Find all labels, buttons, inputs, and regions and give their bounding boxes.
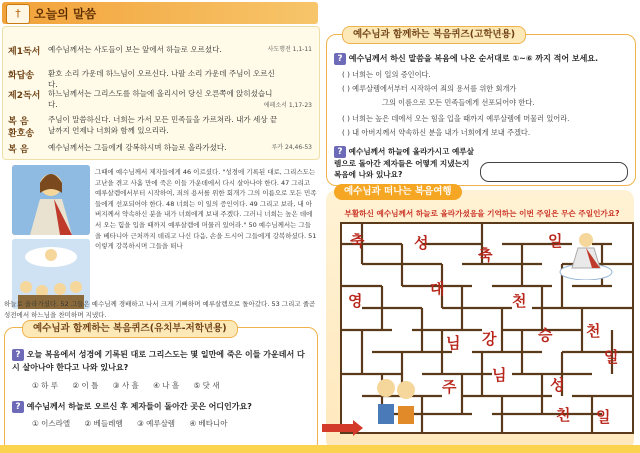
maze-question: 부활하신 예수님께서 하늘로 올라가셨음을 기억하는 이번 주일은 무슨 주일인가요?	[344, 209, 620, 218]
maze-char: 일	[596, 408, 611, 426]
question-icon: ?	[12, 349, 24, 361]
option[interactable]: ① 이스라엘	[32, 419, 71, 428]
children-illustration	[372, 374, 418, 424]
arrow-right-icon	[353, 420, 363, 436]
maze-char: 님	[492, 366, 507, 384]
maze-char: 천	[512, 292, 527, 310]
maze-char: 축	[350, 232, 365, 250]
quiz-senior-q2-text: 예수님께서 하늘에 올라가시고 예루살렘으로 돌아간 제자들은 어떻게 지냈는지 복음에 나와 있나요?	[334, 147, 474, 179]
reading-label: 제1독서	[8, 47, 41, 57]
option[interactable]: ③ 예루살렘	[136, 419, 176, 428]
reading-label: 복 음	[8, 145, 29, 155]
maze-char: 승	[538, 326, 553, 344]
quiz-junior-q2-options	[32, 418, 240, 429]
quiz-senior-title: 예수님과 함께하는 복음퀴즈(고학년용)	[342, 26, 526, 44]
question-icon: ?	[334, 53, 346, 65]
option[interactable]: ① 하 루	[32, 381, 58, 390]
reading-text: 예수님께서는 사도들이 보는 앞에서 하늘로 오르셨다.	[48, 45, 222, 54]
reading-ref: 에페소서 1,17-23	[263, 102, 312, 109]
option[interactable]: ④ 나 흘	[153, 381, 180, 390]
order-item: ( ) 내 아버지께서 약속하신 분을 내가 너희에게 보내 주겠다.	[342, 128, 531, 137]
maze-char: 일	[548, 232, 563, 250]
reading-label: 환호송	[8, 129, 35, 139]
reading-ref: 사도행전 1,1-11	[267, 46, 312, 53]
reading-label: 화답송	[8, 71, 35, 81]
jesus-image	[12, 165, 90, 235]
quiz-junior-q2	[12, 400, 312, 413]
maze-char: 성	[550, 376, 565, 394]
option[interactable]: ④ 베타니아	[189, 419, 228, 428]
maze-char: 대	[430, 280, 445, 298]
maze-char: 님	[446, 334, 461, 352]
maze-start-arrow	[322, 424, 354, 432]
maze-char: 일	[604, 348, 619, 366]
bottom-decorative-bar	[0, 445, 640, 453]
question-icon: ?	[12, 401, 24, 413]
maze-char: 강	[482, 330, 497, 348]
quiz-junior-q1-text: 오늘 복음에서 성경에 기록된 대로 그리스도는 몇 일만에 죽은 이들 가운데서 다시 살아나야 한다고 나와 있나요?	[12, 350, 305, 372]
maze-char: 축	[478, 246, 493, 264]
word-of-today-header	[2, 2, 318, 24]
order-item: ( ) 너희는 높은 데에서 오는 힘을 입을 때까지 예루살렘에 머물러 있어라.	[342, 114, 570, 123]
quiz-junior-title: 예수님과 함께하는 복음퀴즈(유치부-저학년용)	[22, 320, 238, 338]
reading-text: 환호 소리 가운데 하느님이 오르신다. 나팔 소리 가운데 주님이 오르신다.	[48, 69, 275, 89]
jesus-cloud-illustration	[558, 228, 614, 280]
reading-ref: 루카 24,46-53	[271, 144, 312, 151]
word-of-today-title: 오늘의 말씀	[34, 7, 97, 21]
jesus-on-cloud	[558, 228, 614, 280]
answer-input[interactable]	[480, 162, 628, 182]
option[interactable]: ⑤ 닷 새	[193, 381, 220, 390]
quiz-senior-q1	[334, 52, 630, 65]
children-image	[372, 374, 418, 424]
quiz-junior-q2-text: 예수님께서 하늘로 오르신 후 제자들이 돌아간 곳은 어디인가요?	[26, 402, 252, 411]
reading-label: 복 음	[8, 117, 29, 127]
question-icon: ?	[334, 146, 346, 158]
maze-char: 천	[586, 322, 601, 340]
cross-icon: †	[6, 4, 30, 24]
quiz-junior-q1	[12, 348, 312, 374]
gospel-story	[2, 165, 318, 315]
right-page	[320, 0, 640, 453]
quiz-senior-q2	[334, 146, 474, 180]
reading-text: 주님이 말씀하신다. 너희는 가서 모든 민족들을 가르쳐라. 내가 세상 끝 날까지 언제나 너희와 함께 있으리라.	[48, 115, 278, 135]
reading-label: 제2독서	[8, 91, 41, 101]
maze-grid[interactable]	[340, 222, 634, 434]
quiz-junior-q1-options	[32, 380, 231, 391]
reading-text: 하느님께서는 그리스도를 하늘에 올리시어 당신 오른쪽에 앉히셨습니다.	[48, 89, 273, 109]
option[interactable]: ③ 사 흘	[112, 381, 139, 390]
order-item: ( ) 예루살렘에서부터 시작하여 죄의 용서를 위한 회개가	[342, 84, 517, 93]
maze-char: 성	[414, 234, 429, 252]
quiz-senior-q1-text: 예수님께서 하신 말씀을 복음에 나온 순서대로 ①~⑥ 까지 적어 보세요.	[348, 54, 599, 63]
maze-char: 주	[442, 378, 457, 396]
maze-char: 친	[556, 406, 571, 424]
order-item: ( ) 너희는 이 일의 증인이다.	[342, 70, 431, 79]
maze-title: 예수님과 떠나는 복음여행	[334, 184, 462, 200]
story-paragraph: 그때에 예수님께서 제자들에게 46 이르셨다. "성경에 기록된 대로, 그리스도는 고난을 겪고 사흘 만에 죽은 이들 가운데에서 다시 살아나야 한다. 47 그리고 예루살렘에서부터 시작하여, 죄의 용서를 위한 회개가 그의 이름으로 모든 민족들에게 선포되어야 한다. 48 너희는 이 일의 증인이다. 49 그리고 보라, 내 아버지께서 약속하신 분을 내가 너희에게 보내 주겠다. 그러니 너희는 높은 데에서 오는 힘을 입을 때까지 예루살렘에 머물러 있어라." 50 예수님께서는 그들을 베타니아 근처까지 데리고 나신 다음, 손을 드시어 그들에게 강복하셨다. 51 이렇게 강복하시며 그들을 떠나	[95, 168, 317, 251]
option[interactable]: ② 베들레헴	[84, 419, 123, 428]
order-item-continued: 그의 이름으로 모든 민족들에게 선포되어야 한다.	[382, 98, 535, 107]
jesus-illustration	[12, 165, 90, 235]
maze-char: 영	[348, 292, 363, 310]
option[interactable]: ② 이 틀	[72, 381, 99, 390]
story-paragraph-end: 하늘로 올라가셨다. 52 그들은 예수님께 경배하고 나서 크게 기뻐하며 예루살렘으로 돌아갔다. 53 그리고 줄곧 성전에서 하느님을 찬미하며 지냈다.	[4, 300, 316, 319]
reading-text: 예수님께서는 그들에게 강복하시며 하늘로 올라가셨다.	[48, 143, 227, 152]
